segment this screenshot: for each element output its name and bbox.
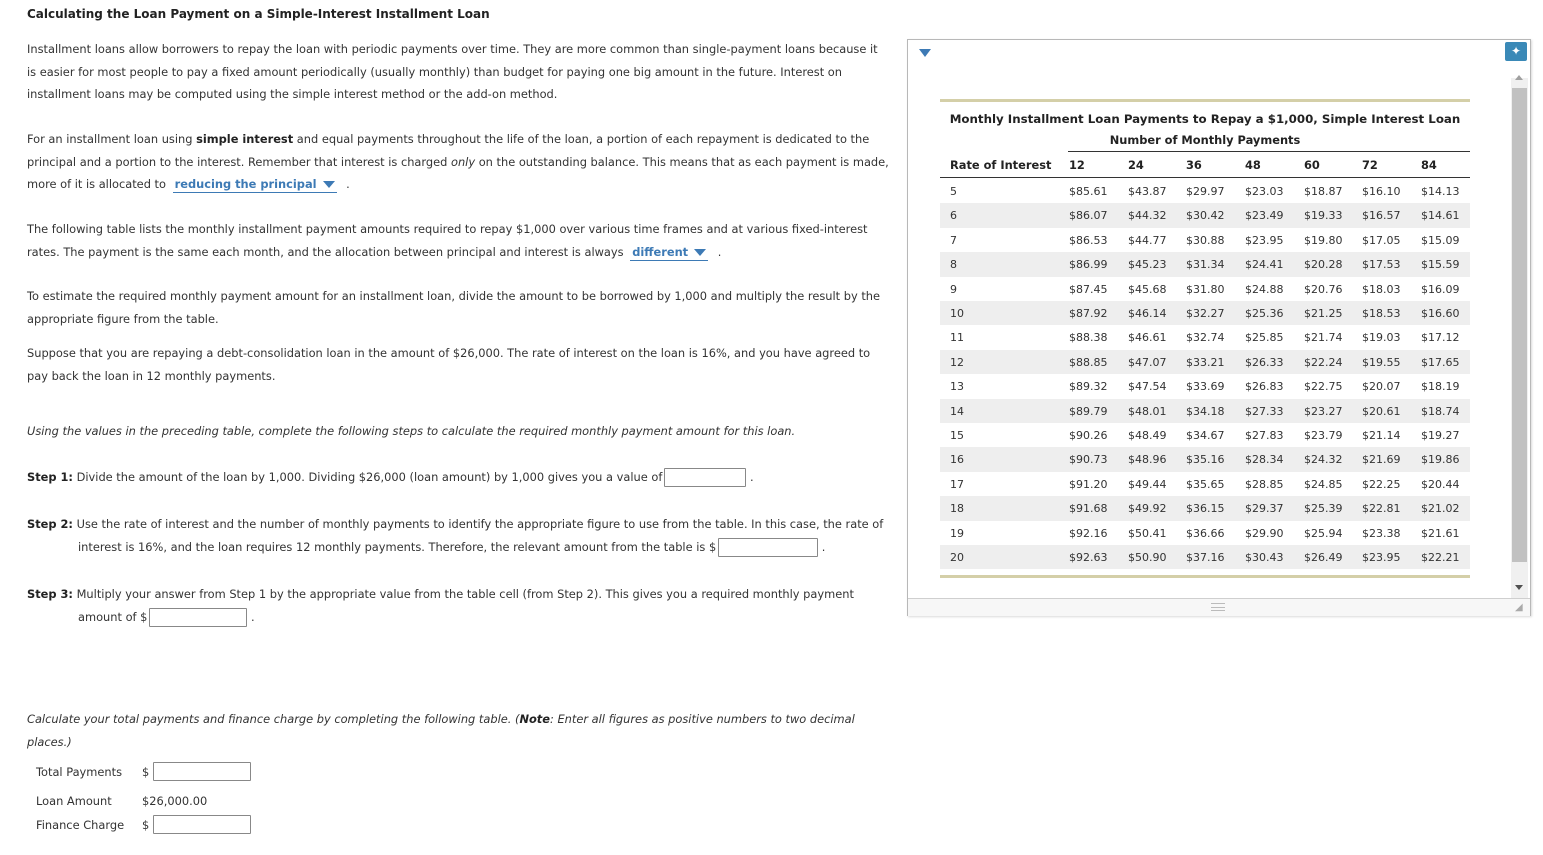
payment-cell: $21.69	[1362, 453, 1401, 467]
payment-cell: $17.65	[1421, 355, 1460, 369]
pin-icon[interactable]: ✦	[1505, 42, 1527, 61]
payment-cell: $21.25	[1304, 307, 1343, 320]
rate-cell: 9	[950, 282, 957, 296]
payment-cell: $18.19	[1421, 380, 1460, 394]
rate-cell: 17	[950, 477, 964, 491]
table-row	[940, 545, 1470, 569]
payment-cell: $18.03	[1362, 282, 1401, 296]
reference-table-panel	[907, 39, 1531, 616]
payment-cell: $23.95	[1245, 233, 1284, 247]
allocation-dropdown[interactable]: different	[630, 245, 708, 261]
table-description-paragraph: The following table lists the monthly installment payment amounts required to repay $1,000 over various time frames and at various fixed-interest rates. The payment is the same each month, and the allocation between principal and interest is always different .	[27, 222, 868, 259]
drag-handle-icon[interactable]	[1211, 603, 1225, 611]
suppose-paragraph: Suppose that you are repaying a debt-consolidation loan in the amount of $26,000. The rate of interest on the loan is 16%, and you have agreed to pay back the loan in 12 monthly payments.	[27, 346, 871, 383]
table-row	[940, 203, 1470, 227]
table-row	[940, 277, 1470, 301]
payment-cell: $45.23	[1128, 258, 1167, 272]
column-header: 24	[1128, 158, 1144, 172]
rate-cell: 6	[950, 209, 957, 223]
payment-cell: $89.32	[1069, 380, 1108, 394]
page-title: Calculating the Loan Payment on a Simple-Interest Installment Loan	[27, 7, 490, 21]
rate-cell: 16	[950, 453, 964, 467]
payment-cell: $47.54	[1128, 380, 1167, 394]
payment-cell: $26.33	[1245, 355, 1284, 369]
payment-cell: $27.83	[1245, 429, 1284, 442]
payment-cell: $92.63	[1069, 551, 1108, 564]
payment-cell: $16.60	[1421, 307, 1460, 320]
payment-cell: $44.32	[1128, 209, 1167, 223]
table-row	[940, 301, 1470, 325]
payment-cell: $43.87	[1128, 185, 1167, 198]
total-payments-input[interactable]	[153, 762, 251, 781]
table-row	[940, 374, 1470, 398]
payment-cell: $25.36	[1245, 307, 1284, 320]
rate-cell: 10	[950, 307, 964, 320]
payment-cell: $19.86	[1421, 453, 1460, 467]
payment-cell: $22.25	[1362, 477, 1401, 491]
payment-cell: $29.37	[1245, 502, 1284, 516]
payment-cell: $91.68	[1069, 502, 1108, 516]
payment-cell: $23.03	[1245, 185, 1284, 198]
payment-cell: $48.96	[1128, 453, 1167, 467]
table-row	[940, 179, 1470, 203]
table-row	[940, 521, 1470, 545]
payment-cell: $49.92	[1128, 502, 1167, 516]
payment-cell: $18.74	[1421, 404, 1460, 418]
payment-cell: $20.44	[1421, 477, 1460, 491]
payment-cell: $17.53	[1362, 258, 1401, 272]
payment-cell: $16.09	[1421, 282, 1460, 296]
scroll-down-icon[interactable]	[1515, 585, 1523, 590]
step1-input[interactable]	[664, 468, 746, 487]
payment-cell: $20.28	[1304, 258, 1343, 272]
payment-cell: $15.09	[1421, 233, 1460, 247]
step3-input[interactable]	[149, 608, 247, 627]
payment-cell: $19.55	[1362, 355, 1401, 369]
payment-cell: $20.61	[1362, 404, 1401, 418]
payment-cell: $36.15	[1186, 502, 1225, 516]
table-row	[940, 350, 1470, 374]
column-header: 60	[1304, 158, 1320, 172]
payment-cell: $18.53	[1362, 307, 1401, 320]
resize-handle-icon[interactable]: ◢	[1515, 602, 1523, 613]
payment-cell: $29.90	[1245, 526, 1284, 540]
table-row	[940, 447, 1470, 471]
rate-cell: 12	[950, 355, 964, 369]
column-header: 12	[1069, 158, 1085, 172]
payment-cell: $48.49	[1128, 429, 1167, 442]
payment-cell: $34.18	[1186, 404, 1225, 418]
column-header: 84	[1421, 158, 1437, 172]
payment-cell: $22.81	[1362, 502, 1401, 516]
table-row	[940, 228, 1470, 252]
payment-cell: $19.33	[1304, 209, 1343, 223]
payment-cell: $25.39	[1304, 502, 1343, 516]
payment-cell: $17.12	[1421, 331, 1460, 345]
table-subtitle: Number of Monthly Payments	[1109, 133, 1301, 147]
payment-cell: $28.34	[1245, 453, 1284, 467]
payment-cell: $16.10	[1362, 185, 1401, 198]
rate-cell: 5	[950, 185, 957, 198]
payment-cell: $86.07	[1069, 209, 1108, 223]
payment-cell: $19.80	[1304, 233, 1343, 247]
intro-paragraph: Installment loans allow borrowers to repay the loan with periodic payments over time. They are more common than single-payment loans because it is easier for most people to pay a fixed amount periodically (usually monthly) than budget for paying one big amount in the future. Interest on installment loans may be computed using the simple interest method or the add-on method.	[27, 42, 878, 101]
payment-cell: $26.83	[1245, 380, 1284, 394]
subheader-rule	[1068, 151, 1470, 152]
payment-cell: $85.61	[1069, 185, 1108, 198]
payment-cell: $21.61	[1421, 526, 1460, 540]
payment-cell: $86.53	[1069, 233, 1108, 247]
payment-cell: $35.65	[1186, 477, 1225, 491]
payment-cell: $16.57	[1362, 209, 1401, 223]
rate-cell: 18	[950, 502, 964, 516]
table-row	[940, 399, 1470, 423]
payment-cell: $48.01	[1128, 404, 1167, 418]
payment-cell: $86.99	[1069, 258, 1108, 272]
table-bottom-rule	[940, 575, 1470, 578]
payment-cell: $24.32	[1304, 453, 1343, 467]
payment-cell: $30.42	[1186, 209, 1225, 223]
payment-cell: $87.45	[1069, 282, 1108, 296]
column-header: 48	[1245, 158, 1261, 172]
payment-cell: $90.73	[1069, 453, 1108, 467]
payment-cell: $23.38	[1362, 526, 1401, 540]
payment-cell: $46.14	[1128, 307, 1167, 320]
rate-cell: 20	[950, 551, 964, 564]
payment-cell: $88.38	[1069, 331, 1108, 345]
column-header: 72	[1362, 158, 1378, 172]
step2-input[interactable]	[718, 538, 818, 557]
payment-cell: $22.21	[1421, 551, 1460, 564]
column-header: 36	[1186, 158, 1202, 172]
finance-charge-input[interactable]	[153, 815, 251, 834]
table-row	[940, 252, 1470, 276]
payment-cell: $21.14	[1362, 429, 1401, 442]
panel-footer	[908, 598, 1530, 616]
dropdown-arrow-icon	[694, 249, 706, 256]
table-row	[940, 496, 1470, 520]
payment-cell: $31.80	[1186, 282, 1225, 296]
payment-cell: $33.69	[1186, 380, 1225, 394]
rate-cell: 15	[950, 429, 964, 442]
scroll-up-icon[interactable]	[1515, 75, 1523, 80]
payment-cell: $22.24	[1304, 355, 1343, 369]
payment-cell: $34.67	[1186, 429, 1225, 442]
payment-cell: $21.02	[1421, 502, 1460, 516]
rate-header: Rate of Interest	[950, 158, 1052, 172]
payment-cell: $30.43	[1245, 551, 1284, 564]
payment-cell: $45.68	[1128, 282, 1167, 296]
payment-cell: $49.44	[1128, 477, 1167, 491]
rate-cell: 7	[950, 233, 957, 247]
step-2: Step 2: Use the rate of interest and the number of monthly payments to identify the appropriate figure to use from the table. In this case, the rate of interest is 16%, and the loan requires 12 monthly payments. Therefore, the relevant amount from the table is $ .	[27, 513, 889, 558]
header-rule	[940, 177, 1470, 178]
payment-cell: $23.95	[1362, 551, 1401, 564]
payment-cell: $88.85	[1069, 355, 1108, 369]
payment-cell: $24.88	[1245, 282, 1284, 296]
payment-cell: $36.66	[1186, 526, 1225, 540]
payment-cell: $91.20	[1069, 477, 1108, 491]
estimate-paragraph: To estimate the required monthly payment amount for an installment loan, divide the amount to be borrowed by 1,000 and multiply the result by the appropriate figure from the table.	[27, 289, 881, 326]
payment-cell: $21.74	[1304, 331, 1343, 345]
payment-cell: $25.94	[1304, 526, 1343, 540]
rate-cell: 19	[950, 526, 964, 540]
payment-cell: $32.27	[1186, 307, 1225, 320]
payment-cell: $23.27	[1304, 404, 1343, 418]
payment-cell: $47.07	[1128, 355, 1167, 369]
payment-cell: $50.90	[1128, 551, 1167, 564]
payment-cell: $30.88	[1186, 233, 1225, 247]
payment-cell: $46.61	[1128, 331, 1167, 345]
dropdown-arrow-icon	[323, 181, 335, 188]
payment-cell: $15.59	[1421, 258, 1460, 272]
payment-cell: $27.33	[1245, 404, 1284, 418]
payment-cell: $20.76	[1304, 282, 1343, 296]
payment-cell: $17.05	[1362, 233, 1401, 247]
payment-cell: $19.03	[1362, 331, 1401, 345]
rate-cell: 11	[950, 331, 964, 345]
payment-cell: $44.77	[1128, 233, 1167, 247]
rate-cell: 14	[950, 404, 964, 418]
payment-cell: $32.74	[1186, 331, 1225, 345]
table-title: Monthly Installment Loan Payments to Repay a $1,000, Simple Interest Loan	[949, 112, 1461, 126]
payment-cell: $18.87	[1304, 185, 1343, 198]
table-top-rule	[940, 99, 1470, 102]
payment-cell: $14.61	[1421, 209, 1460, 223]
payment-cell: $90.26	[1069, 429, 1108, 442]
table-row	[940, 325, 1470, 349]
payment-cell: $35.16	[1186, 453, 1225, 467]
instructions-text: Using the values in the preceding table, complete the following steps to calculate the required monthly payment amount for this loan.	[27, 424, 796, 438]
step-1: Step 1: Divide the amount of the loan by 1,000. Dividing $26,000 (loan amount) by 1,000 gives you a value of .	[27, 466, 889, 489]
table-row	[940, 472, 1470, 496]
collapse-toggle-icon[interactable]	[919, 49, 931, 57]
reducing-principal-dropdown[interactable]: reducing the principal	[173, 177, 337, 193]
payment-cell: $26.49	[1304, 551, 1343, 564]
scrollbar-thumb[interactable]	[1512, 88, 1527, 562]
payment-cell: $20.07	[1362, 380, 1401, 394]
payment-cell: $25.85	[1245, 331, 1284, 345]
rate-cell: 8	[950, 258, 957, 272]
payment-cell: $92.16	[1069, 526, 1108, 540]
payment-cell: $89.79	[1069, 404, 1108, 418]
payment-cell: $22.75	[1304, 380, 1343, 394]
calculate-instructions: Calculate your total payments and finance charge by completing the following table. (Note: Enter all figures as positive numbers to two decimal places.)	[27, 712, 855, 749]
rate-cell: 13	[950, 380, 964, 394]
step-3: Step 3: Multiply your answer from Step 1 by the appropriate value from the table cell (from Step 2). This gives you a required monthly payment amount of $ .	[27, 583, 889, 628]
payment-cell: $50.41	[1128, 526, 1167, 540]
payment-cell: $31.34	[1186, 258, 1225, 272]
payment-cell: $33.21	[1186, 355, 1225, 369]
table-row	[940, 423, 1470, 447]
payment-cell: $24.85	[1304, 477, 1343, 491]
payment-cell: $87.92	[1069, 307, 1108, 320]
payment-cell: $28.85	[1245, 477, 1284, 491]
payment-cell: $23.49	[1245, 209, 1284, 223]
payment-cell: $29.97	[1186, 185, 1225, 198]
payment-cell: $14.13	[1421, 185, 1460, 198]
simple-interest-paragraph: For an installment loan using simple interest and equal payments throughout the life of the loan, a portion of each repayment is dedicated to the principal and a portion to the interest. Remember that interest is charged only on the outstanding balance. This means that as each payment is made, more of it is allocated to reducing the principal .	[27, 132, 889, 191]
payment-cell: $37.16	[1186, 551, 1225, 564]
payment-cell: $24.41	[1245, 258, 1284, 272]
payment-cell: $19.27	[1421, 429, 1460, 442]
payment-cell: $23.79	[1304, 429, 1343, 442]
